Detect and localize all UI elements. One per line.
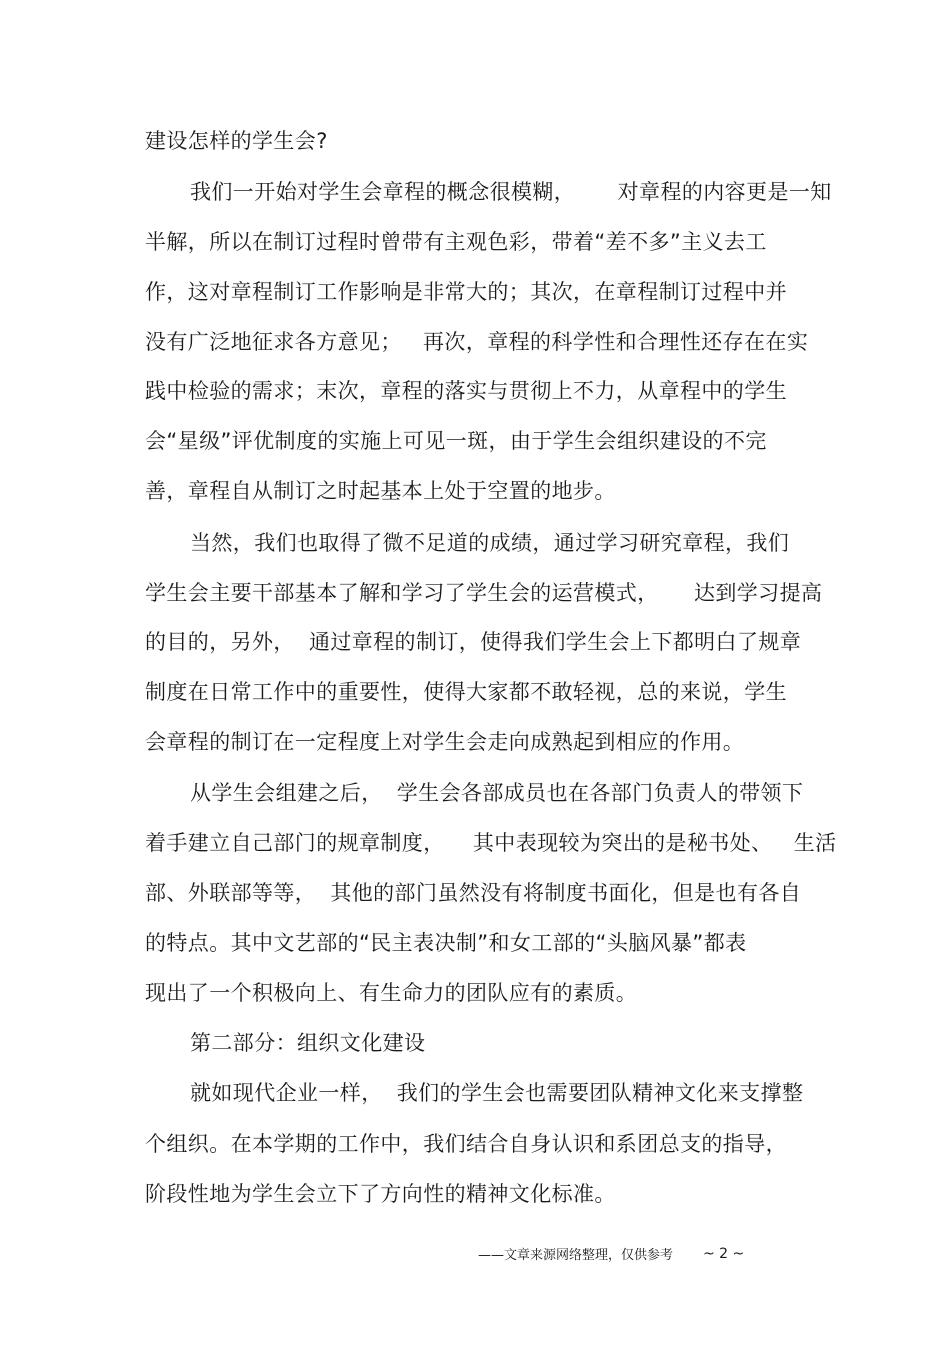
text-line: 的特点。其中文艺部的“民主表决制”和女工部的“头脑风暴”都表	[145, 931, 747, 955]
text-line: 现出了一个积极向上、有生命力的团队应有的素质。	[145, 981, 638, 1005]
text-line: 建设怎样的学生会?	[145, 129, 328, 153]
text-line: 作，这对章程制订工作影响是非常大的；其次，在章程制订过程中并	[145, 280, 787, 304]
paragraph-start-line: 我们一开始对学生会章程的概念很模糊， 对章程的内容更是一知	[190, 180, 832, 204]
page-number: ~ 2 ~	[703, 1246, 745, 1262]
section-heading: 第二部分：组织文化建设	[190, 1031, 426, 1055]
text-line: 会章程的制订在一定程度上对学生会走向成熟起到相应的作用。	[145, 730, 745, 754]
paragraph-start-line: 从学生会组建之后， 学生会各部成员也在各部门负责人的带领下	[190, 781, 804, 805]
text-line: 践中检验的需求；末次，章程的落实与贯彻上不力，从章程中的学生	[145, 379, 787, 403]
paragraph-start-line: 当然，我们也取得了微不足道的成绩，通过学习研究章程，我们	[190, 531, 790, 555]
footer-source-note: ——文章来源网络整理，仅供参考	[478, 1248, 674, 1263]
text-line: 善，章程自从制订之时起基本上处于空置的地步。	[145, 479, 616, 503]
text-line: 学生会主要干部基本了解和学习了学生会的运营模式， 达到学习提高	[145, 581, 823, 605]
text-line: 半解，所以在制订过程时曾带有主观色彩，带着“差不多”主义去工	[145, 230, 767, 254]
text-line: 部、外联部等等， 其他的部门虽然没有将制度书面化，但是也有各自	[145, 881, 802, 905]
text-line: 着手建立自己部门的规章制度， 其中表现较为突出的是秘书处、 生活	[145, 831, 837, 855]
text-line: 会“星级”评优制度的实施上可见一斑，由于学生会组织建设的不完	[145, 429, 767, 453]
text-line: 的目的，另外， 通过章程的制订，使得我们学生会上下都明白了规章	[145, 630, 802, 654]
text-line: 没有广泛地征求各方意见； 再次，章程的科学性和合理性还存在在实	[145, 330, 809, 354]
text-line: 阶段性地为学生会立下了方向性的精神文化标准。	[145, 1182, 616, 1206]
text-line: 个组织。在本学期的工作中，我们结合自身认识和系团总支的指导，	[145, 1132, 787, 1156]
paragraph-start-line: 就如现代企业一样， 我们的学生会也需要团队精神文化来支撑整	[190, 1081, 804, 1105]
text-line: 制度在日常工作中的重要性，使得大家都不敢轻视，总的来说，学生	[145, 680, 787, 704]
